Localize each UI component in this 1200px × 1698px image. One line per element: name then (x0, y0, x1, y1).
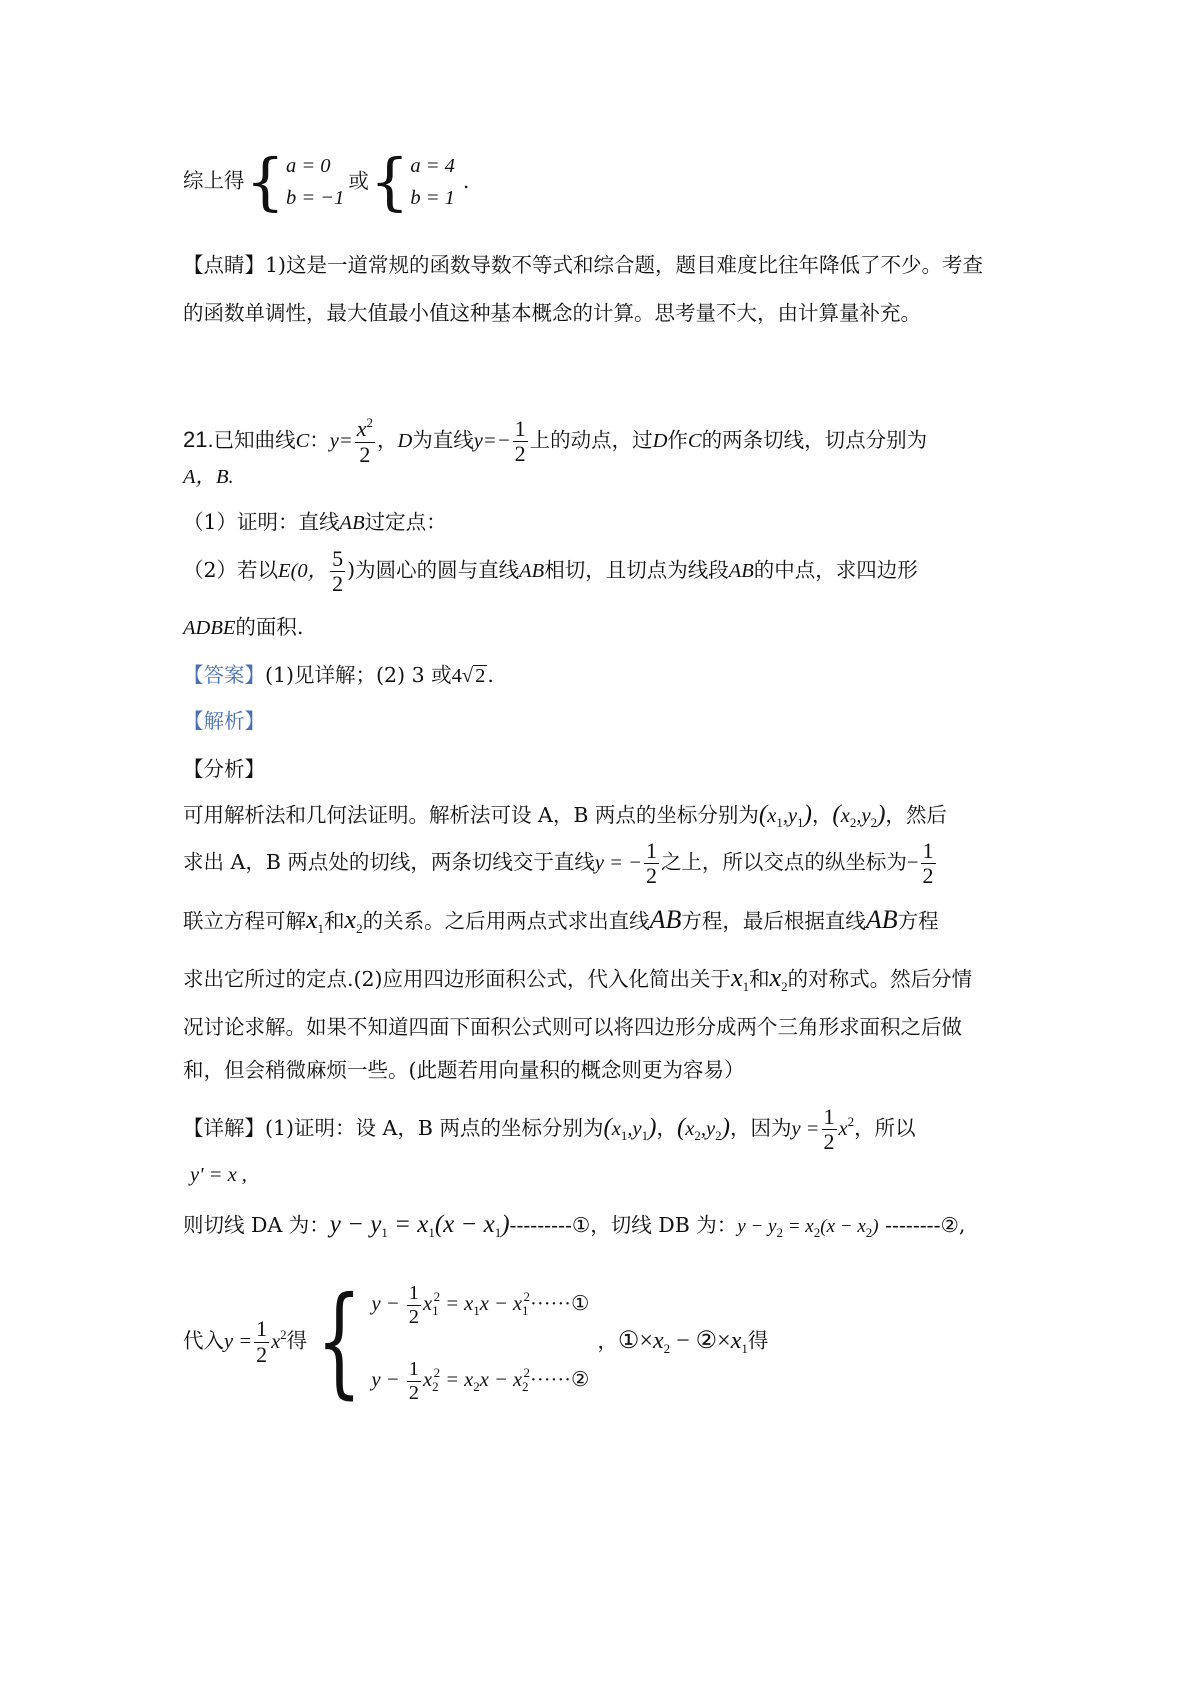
xiangjie-l4d: 得 (747, 1328, 769, 1353)
xiangjie-line-1 (183, 1092, 916, 1166)
combination-expr: $①\times x_2$ − $②\times x_1$ (617, 1327, 748, 1356)
xiangjie-l1a: (1)证明：设 A，B 两点的坐标分别为 (265, 1116, 604, 1140)
y-eq: y = (791, 1118, 820, 1140)
jiexi-label: 【解析】 (183, 709, 265, 733)
y-minus: y=− (473, 430, 511, 452)
fenxi-l3a: 联立方程可解 (183, 909, 306, 933)
colon: ： (309, 428, 330, 452)
x2: $x_2$ (344, 905, 363, 936)
question-text-4: 上的动点，过 (529, 428, 653, 452)
f-den: 2 (823, 1129, 835, 1154)
sys1-row2: b = −1 (285, 187, 345, 209)
answer-end: . (487, 663, 494, 687)
fraction-half-3 (921, 839, 936, 888)
fenxi-line-4 (183, 963, 972, 1002)
x2-b: $x_2$ (769, 963, 788, 994)
fenxi-l3b: 和 (324, 909, 345, 933)
conclusion-line (183, 145, 470, 218)
frac-num-sup: 2 (366, 415, 373, 431)
period: . (462, 168, 470, 193)
five-num: 5 (332, 545, 344, 571)
left-brace-1: { (245, 145, 285, 218)
fenxi-l4c: 的对称式。然后分情 (787, 967, 973, 991)
f-num: 1 (408, 1358, 419, 1381)
frac-num-x: x (356, 416, 367, 442)
fenxi-l1b: ， (811, 803, 833, 827)
xiangjie-label: 【详解】 (183, 1116, 265, 1140)
fraction-x2-over-2 (355, 416, 375, 466)
answer-line (183, 660, 494, 691)
dianjing-line-1 (183, 250, 983, 280)
y-eq-2: y = (224, 1330, 253, 1353)
part2-suffix: 的中点，求四边形 (753, 558, 918, 582)
fenxi-l1c: ，然后 (885, 803, 947, 827)
y-eq-minus: y = − (594, 852, 642, 874)
sqrt-sign: √ (461, 665, 474, 687)
eq-row-1: y − $\frac{1}{2}$ $x_1^2 = x_1x$ − $x_1^2\cdot\cdot\cdot\cdot\cdot\cdot ①$ (371, 1282, 590, 1328)
f-den: 2 (922, 863, 934, 888)
var-AB-4: AB (649, 905, 682, 934)
dianjing-text-2: 的函数单调性，最大值最小值这种基本概念的计算。思考量不大，由计算量补充。 (183, 301, 921, 325)
y-equals: y= (329, 430, 353, 452)
dianjing-text-1: 1)这是一道常规的函数导数不等式和综合题，题目难度比往年降低了不少。考查 (265, 253, 984, 277)
question-line-2: A，B. (183, 466, 234, 488)
fraction-half-4 (822, 1105, 837, 1154)
answer-coef: 4 (451, 665, 462, 687)
fraction-half-2 (644, 839, 659, 888)
f (407, 1282, 421, 1328)
xiangjie-l1d: ，所以 (854, 1116, 916, 1140)
fenxi-line-5: 况讨论求解。如果不知道四面下面积公式则可以将四边形分成两个三角形求面积之后做 (183, 1015, 962, 1039)
f-num: 1 (823, 1103, 835, 1129)
xiangjie-line-4 (183, 1266, 768, 1418)
var-ADBE: ADBE (183, 617, 236, 639)
part1-prefix: （1）证明：直线 (183, 510, 340, 534)
x-squared: $x^2$ (838, 1114, 855, 1140)
part1-suffix: 过定点： (364, 510, 447, 534)
question-number: 21. (183, 427, 214, 452)
question-text-6: 的两条切线，切点分别为 (701, 428, 928, 452)
eq1-tail: ······① (530, 1293, 590, 1315)
fenxi-l3c: 的关系。之后用两点式求出直线 (362, 909, 650, 933)
five-den: 2 (332, 571, 344, 596)
question-text-3: 为直线 (412, 428, 474, 452)
dianjing-line-2 (183, 298, 921, 328)
fenxi-l3e: 方程 (897, 909, 939, 933)
question-text-1: 已知曲线 (213, 428, 296, 452)
part2-mid2: 相切，且切点为线段 (544, 558, 729, 582)
fenxi-l1a: 可用解析法和几何法证明。解析法可设 A，B 两点的坐标分别为 (183, 803, 759, 827)
sys1-row1: a = 0 (285, 155, 331, 177)
xiangjie-l3a: 则切线 DA 为： (183, 1213, 330, 1237)
part2-prefix: （2）若以 (183, 558, 279, 582)
system-brace: { (316, 1272, 363, 1411)
tangent-DA-eq: $y - y_1 = x_1(x - x_1)$ (329, 1211, 510, 1240)
var-AB: AB (339, 512, 365, 534)
xiangjie-l4c: ， (597, 1328, 618, 1353)
fraction-five-halves (330, 547, 345, 596)
var-D: D (397, 430, 413, 452)
comma: ， (376, 428, 398, 452)
dianjing-label: 【点睛】 (183, 253, 265, 277)
var-AB-3: AB (728, 560, 754, 582)
eq-row-2: y − $\frac{1}{2}$ $x_2^2 = x_2x$ − $x_2^2\cdot\cdot\cdot\cdot\cdot\cdot ②$ (371, 1358, 590, 1404)
xiangjie-l1c: ，因为 (729, 1116, 792, 1140)
sqrt-radicand: 2 (475, 665, 486, 687)
part2-mid: )为圆心的圆与直线 (347, 558, 520, 582)
question-text-5: 作 (667, 428, 688, 452)
xiangjie-l3c: --------②, (885, 1213, 966, 1237)
answer-label: 【答案】 (183, 663, 265, 687)
f-den: 2 (645, 863, 657, 888)
f-den: 2 (408, 1381, 419, 1404)
conclusion-prefix: 综上得 (183, 168, 245, 193)
system-2 (410, 150, 455, 214)
coord-B-2: $(x_2,y_2)$ (676, 1114, 730, 1143)
coord-A-2: $(x_1,y_1)$ (603, 1114, 657, 1143)
f-num: 1 (408, 1282, 419, 1305)
fenxi-l4b: 和 (749, 967, 770, 991)
f-num: 1 (645, 837, 657, 863)
x1-b: $x_1$ (731, 963, 750, 994)
fenxi-line-2 (183, 832, 938, 893)
half-den: 2 (514, 441, 526, 466)
part-1-line (183, 507, 447, 538)
part2-line2-suffix: 的面积. (235, 615, 304, 639)
equation-system (372, 1266, 590, 1418)
xiangjie-l4a: 代入 (183, 1328, 224, 1353)
var-D-2: D (652, 430, 668, 452)
coord-A: $(x_1,y_1)$ (758, 801, 812, 830)
part-2-line-1 (183, 540, 918, 601)
f-num: 1 (922, 837, 934, 863)
sys2-row2: b = 1 (410, 187, 455, 209)
question-line-1 (183, 410, 927, 471)
left-brace-2: { (369, 145, 410, 218)
var-C-2: C (687, 430, 702, 452)
half-num: 1 (514, 415, 526, 441)
point-E: E(0， (278, 560, 329, 582)
fenxi-label: 【分析】 (183, 757, 265, 781)
var-AB-2: AB (519, 560, 545, 582)
sys2-row1: a = 4 (410, 155, 455, 177)
fraction-half-5 (254, 1317, 269, 1366)
fenxi-l2a: 求出 A，B 两点处的切线，两条切线交于直线 (183, 850, 595, 874)
x1: $x_1$ (306, 905, 325, 936)
xiangjie-line-2: y' = x , (190, 1164, 247, 1186)
part-2-line-2 (183, 612, 303, 643)
x-squared-2: $x^2$ (271, 1326, 287, 1353)
xiangjie-line-3 (183, 1210, 965, 1248)
f-den: 2 (408, 1305, 419, 1328)
f-den: 2 (256, 1341, 268, 1367)
f-num: 1 (256, 1316, 268, 1342)
eq2-tail: ······② (530, 1369, 590, 1391)
xiangjie-l3b: ---------①，切线 DB 为： (509, 1213, 738, 1237)
fenxi-l2b: 之上，所以交点的纵坐标为 (660, 850, 907, 874)
fenxi-l3d: 方程，最后根据直线 (681, 909, 866, 933)
var-C: C (295, 430, 310, 452)
frac-den: 2 (355, 442, 375, 467)
minus-sign: − (906, 852, 919, 874)
fenxi-line-3 (183, 905, 939, 944)
tangent-DB-eq: $y - y_2 = x_2(x - x_2)$ (737, 1216, 879, 1240)
f (407, 1358, 421, 1404)
coord-B: $(x_2,y_2)$ (832, 801, 886, 830)
frac-num (355, 416, 375, 441)
fraction-half (513, 417, 528, 466)
or-word: 或 (348, 168, 369, 193)
fenxi-l4a: 求出它所过的定点.(2)应用四边形面积公式，代入化简出关于 (183, 967, 732, 991)
var-AB-5: AB (865, 905, 898, 934)
xiangjie-l1b: ， (656, 1116, 677, 1140)
answer-text: (1)见详解；(2) 3 或 (265, 663, 452, 687)
xiangjie-l4b: 得 (286, 1328, 308, 1353)
fenxi-line-6: 和，但会稍微麻烦一些。(此题若用向量积的概念则更为容易） (183, 1058, 745, 1082)
system-1 (286, 150, 344, 214)
